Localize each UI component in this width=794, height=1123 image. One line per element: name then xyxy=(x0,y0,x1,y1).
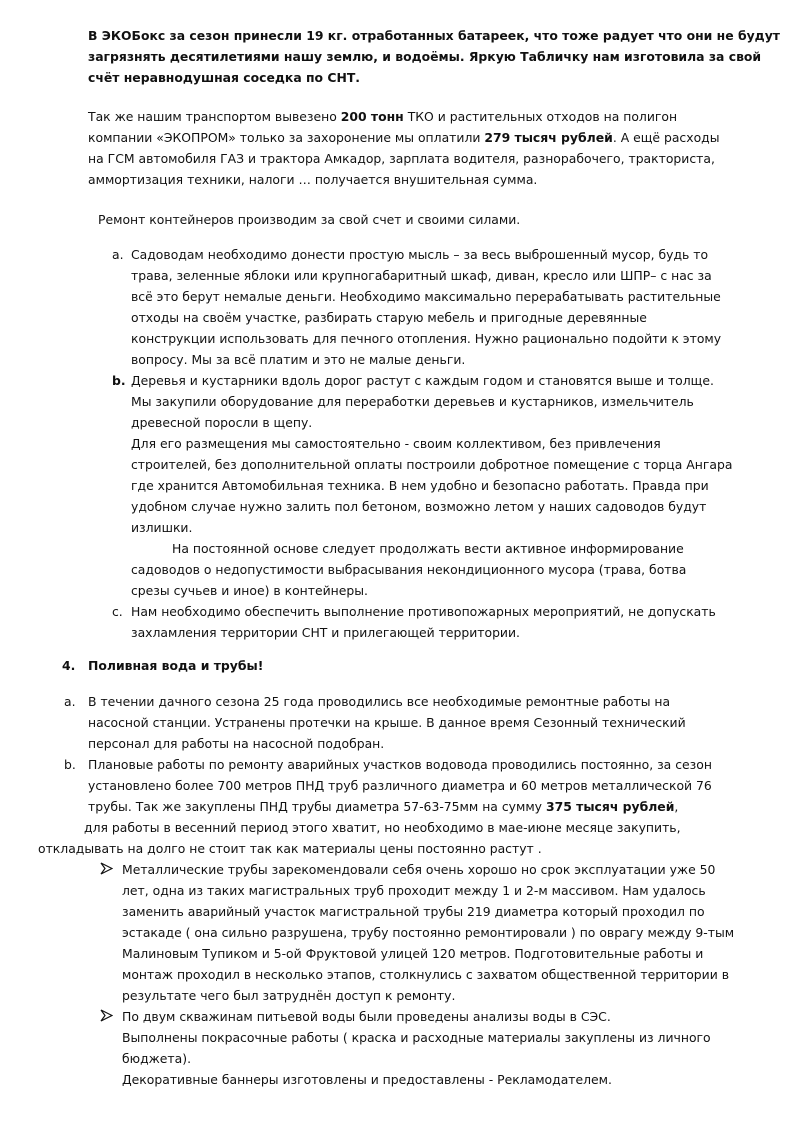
repair-line: Ремонт контейнеров производим за свой счет и своими силами. xyxy=(98,212,521,227)
list1-b-line-4: Для его размещения мы самостоятельно - своим коллективом, без привлечения xyxy=(131,436,661,451)
list2-b-line-3: трубы. Так же закуплены ПНД трубы диаметра 57-63-75мм на сумму 375 тысяч рублей, xyxy=(88,799,679,814)
intro-line-3: счёт неравнодушная соседка по СНТ. xyxy=(88,70,361,85)
bullet2-line-4: Декоративные баннеры изготовлены и предоставлены - Рекламодателем. xyxy=(122,1072,612,1087)
list1-a-line-3: всё это берут немалые деньги. Необходимо максимально перерабатывать растительные xyxy=(131,289,721,304)
list1-a-line-2: трава, зеленные яблоки или крупногабаритный шкаф, диван, кресло или ШПР– с нас за xyxy=(131,268,712,283)
list1-b-line-6: где хранится Автомобильная техника. В нем удобно и безопасно работать. Правда при xyxy=(131,478,709,493)
arrow-bullet-icon xyxy=(100,862,113,879)
list1-a-line-4: отходы на своём участке, разбирать старую мебель и пригодные деревянные xyxy=(131,310,647,325)
list2-marker-a: a. xyxy=(64,694,76,709)
bullet2-line-1: По двум скважинам питьевой воды были проведены анализы воды в СЭС. xyxy=(122,1009,611,1024)
intro-line-1: В ЭКОБокс за сезон принесли 19 кг. отработанных батареек, что тоже радует что они не будут xyxy=(88,28,780,43)
bullet1-line-5: Малиновым Тупиком и 5-ой Фруктовой улицей 120 метров. Подготовительные работы и xyxy=(122,946,704,961)
intro-paragraph xyxy=(88,28,780,44)
intro-line-2: загрязнять десятилетиями нашу землю, и водоёмы. Яркую Табличку нам изготовила за свой xyxy=(88,49,762,64)
list1-b-line-5: строителей, без дополнительной оплаты построили добротное помещение с торца Ангара xyxy=(131,457,733,472)
list1-a-line-1: Садоводам необходимо донести простую мысль – за весь выброшенный мусор, будь то xyxy=(131,247,709,262)
list1-a-line-6: вопросу. Мы за всё платим и это не малые деньги. xyxy=(131,352,466,367)
list1-b-line-9: На постоянной основе следует продолжать вести активное информирование xyxy=(172,541,684,556)
bullet2-line-2: Выполнены покрасочные работы ( краска и расходные материалы закуплены из личного xyxy=(122,1030,711,1045)
list1-b-line-10: садоводов о недопустимости выбрасывания некондиционного мусора (трава, ботва xyxy=(131,562,687,577)
list2-a-line-2: насосной станции. Устранены протечки на крыше. В данное время Сезонный технический xyxy=(88,715,686,730)
list1-b-line-11: срезы сучьев и иное) в контейнеры. xyxy=(131,583,368,598)
bullet1-line-4: эстакаде ( она сильно разрушена, трубу постоянно ремонтировали ) по оврагу между 9-тым xyxy=(122,925,735,940)
transport-line-1: Так же нашим транспортом вывезено 200 тонн ТКО и растительных отходов на полигон xyxy=(88,109,678,124)
section4-title: Поливная вода и трубы! xyxy=(88,658,264,673)
list2-b-line-4: для работы в весенний период этого хватит, но необходимо в мае-июне месяце закупить, xyxy=(84,820,681,835)
list1-b-line-8: излишки. xyxy=(131,520,193,535)
bullet1-line-2: лет, одна из таких магистральных труб проходит между 1 и 2-м массивом. Нам удалось xyxy=(122,883,706,898)
list1-marker-b: b. xyxy=(112,373,126,388)
list1-b-line-7: удобном случае нужно залить пол бетоном, возможно летом у наших садоводов будут xyxy=(131,499,707,514)
section4-number: 4. xyxy=(62,658,76,673)
list2-a-line-1: В течении дачного сезона 25 года проводились все необходимые ремонтные работы на xyxy=(88,694,671,709)
list1-b-line-1: Деревья и кустарники вдоль дорог растут с каждым годом и становятся выше и толще. xyxy=(131,373,714,388)
list1-c-line-2: захламления территории СНТ и прилегающей территории. xyxy=(131,625,520,640)
list1-b-line-3: древесной поросли в щепу. xyxy=(131,415,313,430)
transport-line-3: на ГСМ автомобиля ГАЗ и трактора Амкадор, зарплата водителя, разнорабочего, тракториста, xyxy=(88,151,715,166)
list1-marker-c: c. xyxy=(112,604,123,619)
list1-marker-a: a. xyxy=(112,247,124,262)
bullet1-line-7: результате чего был затруднён доступ к ремонту. xyxy=(122,988,456,1003)
list1-a-line-5: конструкции использовать для печного отопления. Нужно рационально подойти к этому xyxy=(131,331,722,346)
transport-line-2: компании «ЭКОПРОМ» только за захоронение мы оплатили 279 тысяч рублей. А ещё расходы xyxy=(88,130,720,145)
list2-b-line-2: установлено более 700 метров ПНД труб различного диаметра и 60 метров металлической 76 xyxy=(88,778,712,793)
list2-marker-b: b. xyxy=(64,757,76,772)
list1-b-line-2: Мы закупили оборудование для переработки деревьев и кустарников, измельчитель xyxy=(131,394,694,409)
list2-b-line-1: Плановые работы по ремонту аварийных участков водовода проводились постоянно, за сезон xyxy=(88,757,712,772)
list1-c-line-1: Нам необходимо обеспечить выполнение противопожарных мероприятий, не допускать xyxy=(131,604,716,619)
list2-a-line-3: персонал для работы на насосной подобран. xyxy=(88,736,385,751)
transport-line-4: аммортизация техники, налоги … получается внушительная сумма. xyxy=(88,172,538,187)
arrow-bullet-icon xyxy=(100,1009,113,1026)
bullet1-line-6: монтаж проходил в несколько этапов, столкнулись с захватом общественной территории в xyxy=(122,967,730,982)
bullet1-line-3: заменить аварийный участок магистральной трубы 219 диаметра который проходил по xyxy=(122,904,705,919)
list2-b-line-5: откладывать на долго не стоит так как материалы цены постоянно растут . xyxy=(38,841,542,856)
bullet2-line-3: бюджета). xyxy=(122,1051,192,1066)
bullet1-line-1: Металлические трубы зарекомендовали себя очень хорошо но срок эксплуатации уже 50 xyxy=(122,862,716,877)
